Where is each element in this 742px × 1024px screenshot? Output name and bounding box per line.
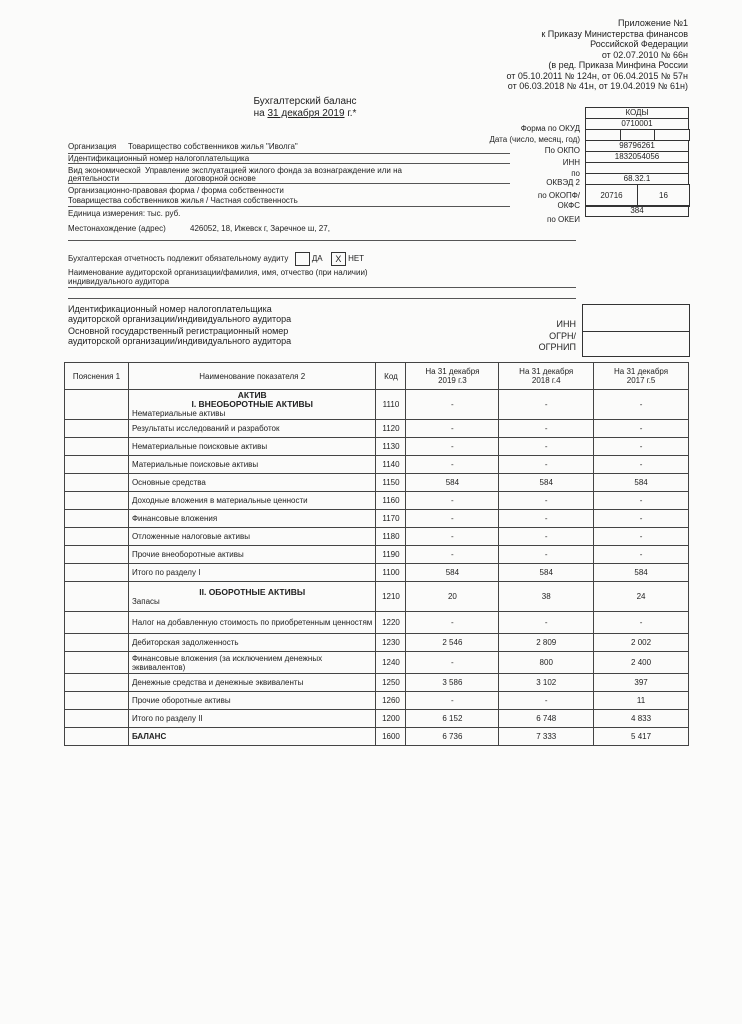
col-name: Наименование показателя 2 [128,363,376,390]
location-value: 426052, 18, Ижевск г, Заречное ш, 27, [190,224,330,233]
auditor-ogrn-short-2: ОГРНИП [538,342,576,352]
row-label: Денежные средства и денежные эквиваленты [131,678,304,687]
row-value-2018: 584 [499,474,594,492]
row-code: 1140 [376,456,406,474]
row-value-2018: 2 809 [499,634,594,652]
okei-value: 384 [585,205,689,217]
col-2018-b: 2018 г.4 [531,376,561,385]
row-label: Запасы [131,596,160,606]
row-label: Нематериальные поисковые активы [131,442,268,451]
row-code: 1130 [376,438,406,456]
row-code: 1230 [376,634,406,652]
row-code: 1200 [376,710,406,728]
row-name [128,564,376,582]
row-note [65,612,129,634]
row-label: Доходные вложения в материальные ценности [131,496,308,505]
row-code: 1100 [376,564,406,582]
table-row [65,612,689,634]
row-note [65,674,129,692]
row-code: 1170 [376,510,406,528]
row-value-2019: 6 736 [406,728,499,746]
audit-yes-checkbox[interactable] [295,252,310,266]
table-row [65,456,689,474]
row-value-2017: 2 400 [594,652,689,674]
auditor-ogrn-label-1: Основной государственный регистрационный номер [68,326,289,336]
row-code: 1120 [376,420,406,438]
title-name: Бухгалтерский баланс [253,96,357,107]
row-label: Основные средства [131,478,206,487]
row-name [128,438,376,456]
date-day [585,129,621,141]
date-month [620,129,656,141]
row-name [128,710,376,728]
row-value-2017: - [594,456,689,474]
inn-label: ИНН [562,158,580,167]
row-value-2018: - [499,612,594,634]
audit-question [68,252,364,266]
title-date-value: 31 декабря 2019 [267,108,345,119]
row-value-2018: - [499,456,594,474]
row-code: 1190 [376,546,406,564]
okud-label: Форма по ОКУД [520,124,580,133]
row-note [65,474,129,492]
row-value-2018: - [499,692,594,710]
row-value-2018: - [499,546,594,564]
row-value-2018: 584 [499,564,594,582]
row-name [128,674,376,692]
row-value-2019: - [406,612,499,634]
table-row [65,692,689,710]
row-name [128,492,376,510]
table-row [65,492,689,510]
row-note [65,438,129,456]
row-name [128,528,376,546]
form-label: Организационно-правовая форма / форма собственности [68,186,284,195]
row-label: Результаты исследований и разработок [131,424,280,433]
row-label: Финансовые вложения (за исключением денежных эквивалентов) [131,653,323,672]
col-2017-a: На 31 декабря [614,367,669,376]
row-value-2017: - [594,546,689,564]
row-code: 1600 [376,728,406,746]
header-line: к Приказу Министерства финансов [541,28,688,39]
row-value-2017: 397 [594,674,689,692]
table-row [65,652,689,674]
date-cells [585,130,689,141]
row-value-2017: - [594,612,689,634]
activity-label-1: Вид экономической [68,166,141,175]
row-value-2019: - [406,420,499,438]
table-row [65,710,689,728]
row-code: 1240 [376,652,406,674]
table-row [65,582,689,612]
row-label: Итого по разделу I [131,568,201,577]
table-row [65,390,689,420]
date-year [654,129,690,141]
activity-value-2: договорной основе [185,174,256,183]
row-value-2018: 7 333 [499,728,594,746]
table-row [65,420,689,438]
header-line: (в ред. Приказа Минфина России [548,60,688,70]
okved-value: 68.32.1 [585,173,689,185]
row-value-2018: - [499,438,594,456]
col-note: Пояснения 1 [65,363,129,390]
activity-value-1: Управление эксплуатацией жилого фонда за вознаграждение или на [145,166,402,175]
table-row [65,546,689,564]
row-label: Налог на добавленную стоимость по приобретенным ценностям [131,618,373,627]
row-value-2017: - [594,420,689,438]
auditor-inn-label-2: аудиторской организации/индивидуального аудитора [68,314,292,324]
okopf-label-2: ОКФС [557,201,580,210]
row-code: 1250 [376,674,406,692]
row-value-2019: 3 586 [406,674,499,692]
row-value-2018: - [499,420,594,438]
row-value-2019: 6 152 [406,710,499,728]
document-header [388,18,688,92]
col-2019-b: 2019 г.3 [438,376,467,385]
auditor-name-label-2: индивидуального аудитора [68,277,170,286]
inn-field-label: Идентификационный номер налогоплательщика [68,154,250,163]
okved-label-2: ОКВЭД 2 [546,178,580,187]
activity-label-2: деятельности [68,174,120,183]
table-row [65,438,689,456]
row-value-2019: - [406,456,499,474]
row-value-2019: 2 546 [406,634,499,652]
audit-question-text: Бухгалтерская отчетность подлежит обязательному аудиту [68,254,289,264]
row-label: Прочие внеоборотные активы [131,550,244,559]
table-row [65,510,689,528]
section-2-title: II. ОБОРОТНЫЕ АКТИВЫ [199,586,306,597]
row-label: Итого по разделу II [131,714,203,723]
row-name [128,652,376,674]
row-value-2017: - [594,528,689,546]
row-code: 1180 [376,528,406,546]
row-code: 1260 [376,692,406,710]
row-label: Материальные поисковые активы [131,460,259,469]
row-note [65,692,129,710]
row-value-2017: - [594,510,689,528]
okud-value: 0710001 [585,118,689,130]
row-label: Отложенные налоговые активы [131,532,250,541]
title-date-prefix: на [253,108,265,119]
row-name [128,546,376,564]
auditor-inn-label-1: Идентификационный номер налогоплательщика [68,304,272,314]
audit-yes-label: ДА [311,254,323,264]
row-note [65,710,129,728]
title-date [240,108,370,120]
row-label: Нематериальные активы [131,409,226,418]
col-2018-a: На 31 декабря [519,367,574,376]
row-value-2018: 800 [499,652,594,674]
row-note [65,652,129,674]
row-name [128,390,376,420]
header-line: Российской Федерации [590,39,688,49]
row-value-2017: 5 417 [594,728,689,746]
row-name [128,612,376,634]
table-row [65,674,689,692]
row-code: 1210 [376,582,406,612]
row-name [128,510,376,528]
row-name [128,728,376,746]
row-note [65,390,129,420]
row-note [65,728,129,746]
okopf-cells [585,185,689,206]
org-value: Товарищество собственников жилья "Иволга" [128,142,298,151]
asset-header: АКТИВ [237,390,267,400]
row-name [128,456,376,474]
row-value-2019: - [406,510,499,528]
row-note [65,634,129,652]
row-value-2017: 4 833 [594,710,689,728]
row-value-2019: - [406,438,499,456]
row-value-2019: 20 [406,582,499,612]
codes-header: КОДЫ [585,107,689,119]
auditor-inn-box[interactable] [582,304,690,332]
auditor-ogrn-short-1: ОГРН/ [549,331,576,341]
row-note [65,528,129,546]
row-value-2018: - [499,528,594,546]
row-value-2019: - [406,390,499,420]
audit-no-label: НЕТ [348,254,365,264]
unit-label: Единица измерения: тыс. руб. [68,209,181,218]
header-line: от 05.10.2011 № 124н, от 06.04.2015 № 57н [506,70,688,81]
okopf-value: 20716 [585,184,638,207]
row-value-2017: - [594,438,689,456]
col-2018 [499,363,594,390]
col-code: Код [376,363,406,390]
row-value-2017: 584 [594,474,689,492]
row-note [65,420,129,438]
table-row [65,564,689,582]
row-code: 1160 [376,492,406,510]
row-code: 1110 [376,390,406,420]
audit-no-checkbox[interactable]: X [331,252,346,266]
row-note [65,582,129,612]
header-line: от 02.07.2010 № 66н [601,49,688,60]
col-2017 [594,363,689,390]
row-name [128,634,376,652]
row-label: Финансовые вложения [131,514,218,523]
row-value-2018: - [499,510,594,528]
col-2017-b: 2017 г.5 [626,376,656,385]
row-value-2019: - [406,528,499,546]
row-value-2018: - [499,390,594,420]
row-name [128,692,376,710]
auditor-inn-short: ИНН [556,319,576,329]
header-line: Приложение №1 [618,18,688,28]
row-note [65,492,129,510]
balance-table [64,362,689,746]
row-note [65,564,129,582]
row-value-2017: 584 [594,564,689,582]
row-note [65,546,129,564]
okpo-value: 98796261 [585,140,689,152]
row-note [65,456,129,474]
codes-box [585,108,689,217]
col-2019-a: На 31 декабря [425,367,480,376]
section-1-title: I. ВНЕОБОРОТНЫЕ АКТИВЫ [191,399,313,409]
row-name [128,582,376,612]
row-value-2017: - [594,390,689,420]
row-value-2017: - [594,492,689,510]
row-value-2019: - [406,492,499,510]
row-code: 1220 [376,612,406,634]
document-title [240,96,370,120]
row-label: Дебиторская задолженность [131,638,239,647]
row-code: 1150 [376,474,406,492]
table-row [65,474,689,492]
row-note [65,510,129,528]
auditor-name-label-1: Наименование аудиторской организации/фамилия, имя, отчество (при наличии) [68,268,368,277]
row-value-2019: 584 [406,564,499,582]
okfs-value: 16 [637,184,690,207]
row-value-2019: - [406,692,499,710]
table-body [65,390,689,746]
table-header-row [65,363,689,390]
row-value-2017: 11 [594,692,689,710]
okopf-label-1: по ОКОПФ/ [537,191,580,200]
row-value-2018: 38 [499,582,594,612]
row-name [128,474,376,492]
row-label: Прочие оборотные активы [131,696,231,705]
title-date-suffix: г.* [347,108,357,119]
okei-label: по ОКЕИ [547,215,580,224]
row-label: БАЛАНС [131,732,167,741]
auditor-ogrn-box[interactable] [582,331,690,357]
row-value-2018: 6 748 [499,710,594,728]
row-value-2018: - [499,492,594,510]
row-value-2019: - [406,546,499,564]
row-value-2019: 584 [406,474,499,492]
location-label: Местонахождение (адрес) [68,224,166,233]
okpo-label: По ОКПО [544,146,580,155]
row-value-2018: 3 102 [499,674,594,692]
row-value-2017: 2 002 [594,634,689,652]
table-row [65,528,689,546]
form-value: Товарищества собственников жилья / Частная собственность [68,196,298,205]
row-value-2017: 24 [594,582,689,612]
auditor-ogrn-label-2: аудиторской организации/индивидуального аудитора [68,336,292,346]
okved-label-1: по [571,169,580,178]
header-line: от 06.03.2018 № 41н, от 19.04.2019 № 61н) [507,81,688,91]
date-label: Дата (число, месяц, год) [489,135,580,144]
table-row [65,728,689,746]
inn-value: 1832054056 [585,151,689,163]
table-row [65,634,689,652]
col-2019 [406,363,499,390]
row-value-2019: - [406,652,499,674]
org-label: Организация [68,142,117,151]
row-name [128,420,376,438]
